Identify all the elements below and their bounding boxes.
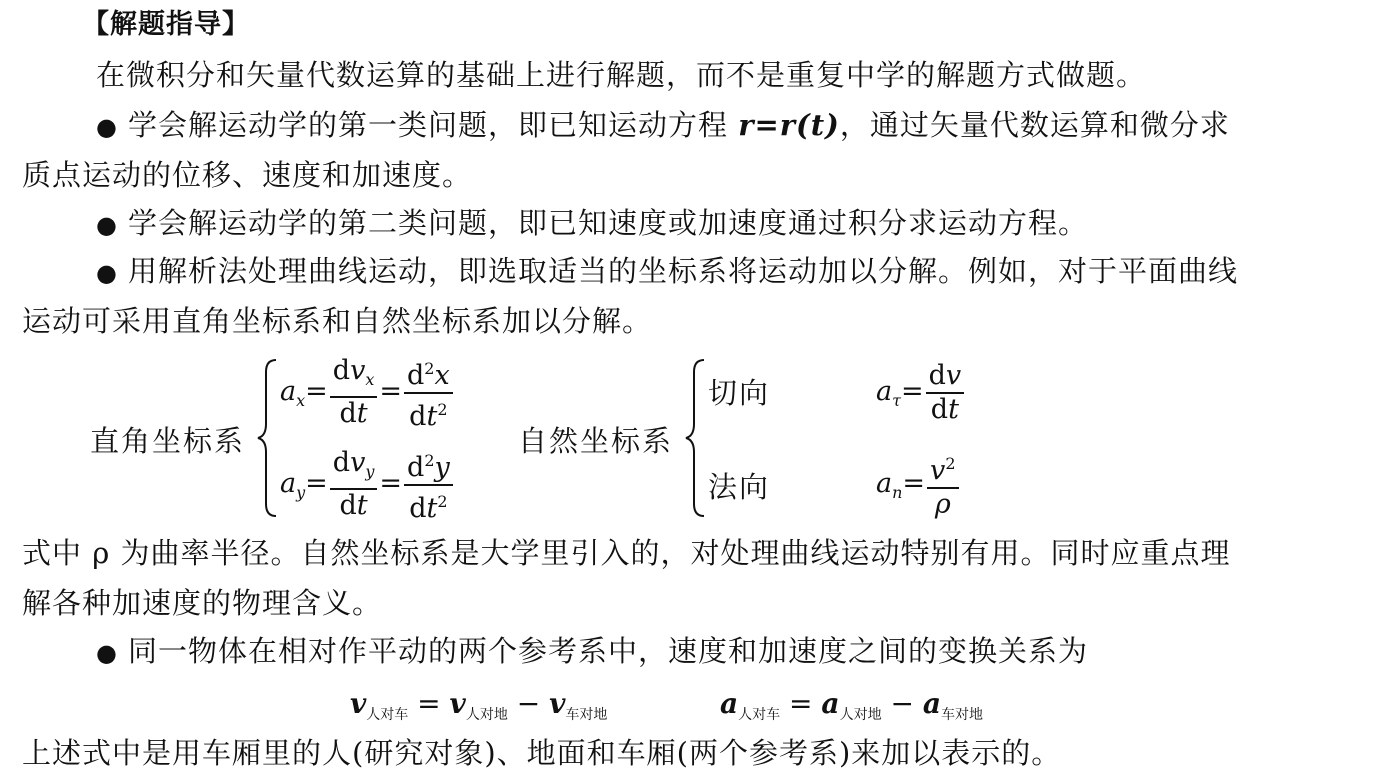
natural-brace-icon: [684, 358, 706, 518]
bullet-dot-icon: ●: [96, 639, 118, 667]
acceleration-transform-equation: $a_{人对车} = a_{人对地} - a_{车对地}$: [720, 687, 983, 723]
ax-equation: $a_x=$ $\frac{dv_x}{dt}$ = $\frac{d^2x}{dt^2}$: [280, 352, 455, 441]
rho-paragraph-line-1: 式中 ρ 为曲率半径。自然坐标系是大学里引入的，对处理曲线运动特别有用。同时应重点理: [22, 536, 1231, 570]
intro-paragraph: 在微积分和矢量代数运算的基础上进行解题，而不是重复中学的解题方式做题。: [96, 58, 1147, 92]
a-n-equation: $a_n=$ $\frac{v^2}{\rho}$: [876, 444, 961, 533]
bullet-dot-icon: ●: [96, 211, 118, 239]
bullet-dot-icon: ●: [96, 259, 118, 287]
closing-paragraph: 上述式中是用车厢里的人(研究对象)、地面和车厢(两个参考系)来加以表示的。: [22, 736, 1062, 770]
bullet-2-text: 学会解运动学的第二类问题，即已知速度或加速度通过积分求运动方程。: [127, 206, 1088, 240]
bullet-3-line-1: [96, 252, 1238, 292]
bullet-1-line-2: 质点运动的位移、速度和加速度。: [22, 158, 473, 192]
cartesian-brace-icon: [256, 358, 278, 518]
bullet-2: [96, 204, 1088, 244]
tangential-label: 切向: [708, 376, 771, 410]
bullet-4-text: 同一物体在相对作平动的两个参考系中，速度和加速度之间的变换关系为: [127, 634, 1088, 668]
ay-equation: $a_y=$ $\frac{dv_y}{dt}$ = $\frac{d^2y}{dt^2}$: [280, 444, 455, 533]
bullet-1-text-post: ，通过矢量代数运算和微分求: [839, 108, 1230, 142]
bullet-1-text-pre: 学会解运动学的第一类问题，即已知运动方程: [127, 108, 728, 142]
bullet-1-line-1: [96, 106, 1230, 146]
bullet-dot-icon: ●: [96, 113, 118, 141]
motion-equation: r=r(t): [738, 108, 840, 142]
section-heading: 【解题指导】: [82, 9, 250, 40]
a-tau-equation: $a_\tau=$ $\frac{dv}{dt}$: [876, 352, 966, 441]
cartesian-label: 直角坐标系: [90, 424, 246, 458]
velocity-transform-equation: $v_{人对车} = v_{人对地} - v_{车对地}$: [350, 687, 608, 723]
rho-paragraph-line-2: 解各种加速度的物理含义。: [22, 586, 383, 620]
bullet-4: [96, 632, 1088, 672]
natural-label: 自然坐标系: [518, 424, 674, 458]
bullet-3-line-2: 运动可采用直角坐标系和自然坐标系加以分解。: [22, 304, 653, 338]
bullet-3-text: 用解析法处理曲线运动，即选取适当的坐标系将运动加以分解。例如，对于平面曲线: [127, 254, 1238, 288]
normal-label: 法向: [708, 470, 771, 504]
